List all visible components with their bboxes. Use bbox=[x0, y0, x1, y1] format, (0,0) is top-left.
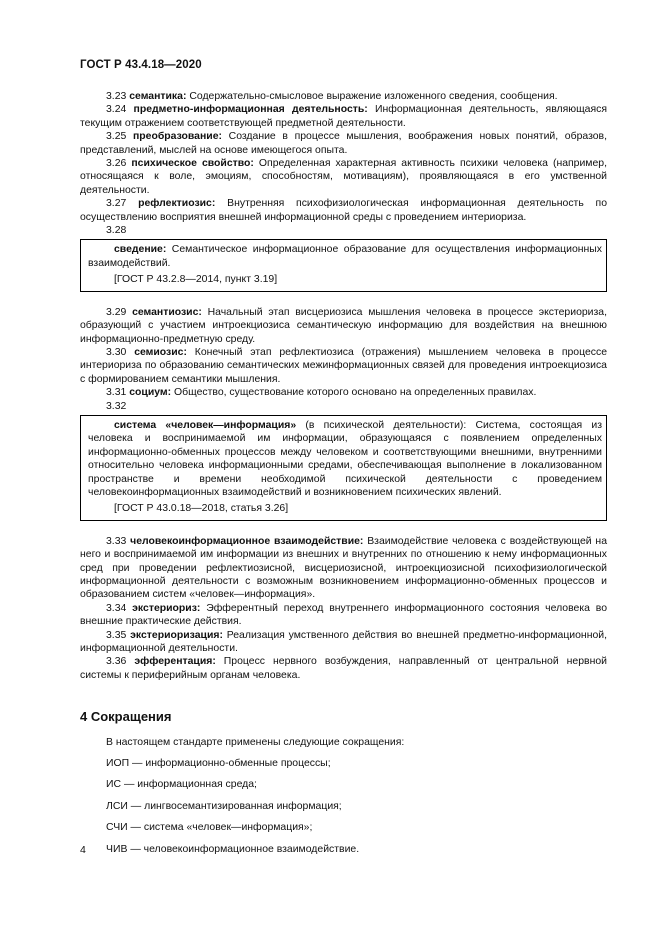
term-entry: 3.35 экстериоризация: Реализация умственного действия во внешней предметно-информационной, информационной деятельности. bbox=[80, 629, 607, 655]
quoted-term-box bbox=[80, 239, 607, 291]
term-entry: сведение: Семантическое информационное образование для осуществления информационных взаимодействий. bbox=[88, 244, 602, 269]
abbreviation-item: ИС — информационная среда; bbox=[106, 779, 257, 791]
term-name: социум: bbox=[129, 387, 172, 399]
term-name: система «человек—информация» bbox=[114, 419, 297, 431]
term-name: эфферентация: bbox=[134, 656, 216, 668]
term-name: экстериориз: bbox=[132, 602, 201, 614]
quoted-term-box bbox=[80, 415, 607, 521]
term-name: рефлектиозис: bbox=[138, 198, 216, 210]
term-name: преобразование: bbox=[132, 131, 222, 143]
term-name: сведение: bbox=[114, 244, 167, 256]
abbreviation-item: ЛСИ — лингвосемантизированная информация; bbox=[106, 800, 342, 812]
abbreviation-item: СЧИ — система «человек—информация»; bbox=[106, 822, 313, 834]
term-entry: 3.36 эфферентация: Процесс нервного возбуждения, направленный от центральной нервной системы к периферийным органам человека. bbox=[80, 656, 607, 681]
term-name: предметно-информационная деятельность: bbox=[133, 104, 368, 116]
term-name: семантиозис: bbox=[132, 306, 202, 318]
term-name: семантика: bbox=[129, 91, 187, 102]
section-intro: В настоящем стандарте применены следующие сокращения: bbox=[106, 736, 405, 748]
term-entry: 3.29 семантиозис: Начальный этап висцериозиса мышления человека в процессе экстериориза, образующий с участием интроекциозиса семантическую информацию для воздействия на внешнюю информационно-предметную среду. bbox=[80, 306, 608, 345]
term-entry: 3.23 семантика: Содержательно-смысловое выражение изложенного сведения, сообщения. bbox=[106, 91, 558, 102]
term-entry: 3.27 рефлектиозис: Внутренняя психофизиологическая информационная деятельность по осуществлению восприятия внешней информационной среды с проведением интериориза. bbox=[80, 198, 607, 223]
term-entry: 3.33 человекоинформационное взаимодействие: Взаимодействие человека с воздействующей на него и воспринимаемой им информации из внешних и внутренних по отношению к нему информационных сред при проведении рефлектиозисной, висцериозисной, интроекциозисной психофизиологической информационной деятельности с возможным возникновением информационно-обменных процессов и образованием систем «человек—информация». bbox=[80, 535, 607, 601]
term-entry: 3.24 предметно-информационная деятельность: Информационная деятельность, являющаяся текущим отражением соответствующей предметной деятельности. bbox=[80, 104, 608, 129]
document-body bbox=[80, 90, 607, 864]
abbreviation-item: ИОП — информационно-обменные процессы; bbox=[106, 758, 331, 770]
term-entry: 3.31 социум: Общество, существование которого основано на определенных правилах. bbox=[106, 387, 537, 399]
term-number: 3.28 bbox=[106, 225, 127, 237]
abbreviation-item: ЧИВ — человекоинформационное взаимодействие. bbox=[106, 843, 360, 855]
page-number: 4 bbox=[80, 844, 86, 856]
term-name: человекоинформационное взаимодействие: bbox=[130, 535, 364, 547]
term-entry: 3.26 психическое свойство: Определенная характерная активность психики человека (например, относящаяся к воле, эмоциям, способностям, мотивациям), проявляющаяся в его умственной деятельности. bbox=[80, 158, 607, 196]
term-number: 3.32 bbox=[106, 400, 127, 412]
source-reference: [ГОСТ Р 43.0.18—2018, статья 3.26] bbox=[114, 503, 289, 515]
section-heading: 4 Сокращения bbox=[80, 709, 172, 725]
document-header: ГОСТ Р 43.4.18—2020 bbox=[80, 59, 202, 71]
term-name: психическое свойство: bbox=[131, 158, 254, 170]
term-entry: система «человек—информация» (в психической деятельности): Система, состоящая из человека и воспринимаемой им информации, образующаяся с появлением определенных информационно-обменных процессов между человеком и соответствующими внешними, внутренними относительно человека информационными средами, обеспечивающая выполнение в локализованном пространстве и времени необходимой психической деятельности с проведением человекоинформационных взаимодействий и возникновением психических явлений. bbox=[88, 419, 602, 498]
term-name: экстериоризация: bbox=[130, 629, 223, 641]
term-entry: 3.34 экстериориз: Эфферентный переход внутреннего информационного состояния человека во внешние практические действия. bbox=[80, 602, 607, 628]
term-entry: 3.25 преобразование: Создание в процессе мышления, воображения новых понятий, образов, представлений, мыслей на основе имеющегося опыта. bbox=[80, 131, 607, 156]
source-reference: [ГОСТ Р 43.2.8—2014, пункт 3.19] bbox=[114, 274, 278, 286]
term-name: семиозис: bbox=[134, 346, 187, 358]
term-entry: 3.30 семиозис: Конечный этап рефлектиозиса (отражения) мышлением человека в процессе интериориза по образованию семантических межинформационных связей для проведения интроекциозиса с формированием семантики мышления. bbox=[80, 346, 608, 385]
